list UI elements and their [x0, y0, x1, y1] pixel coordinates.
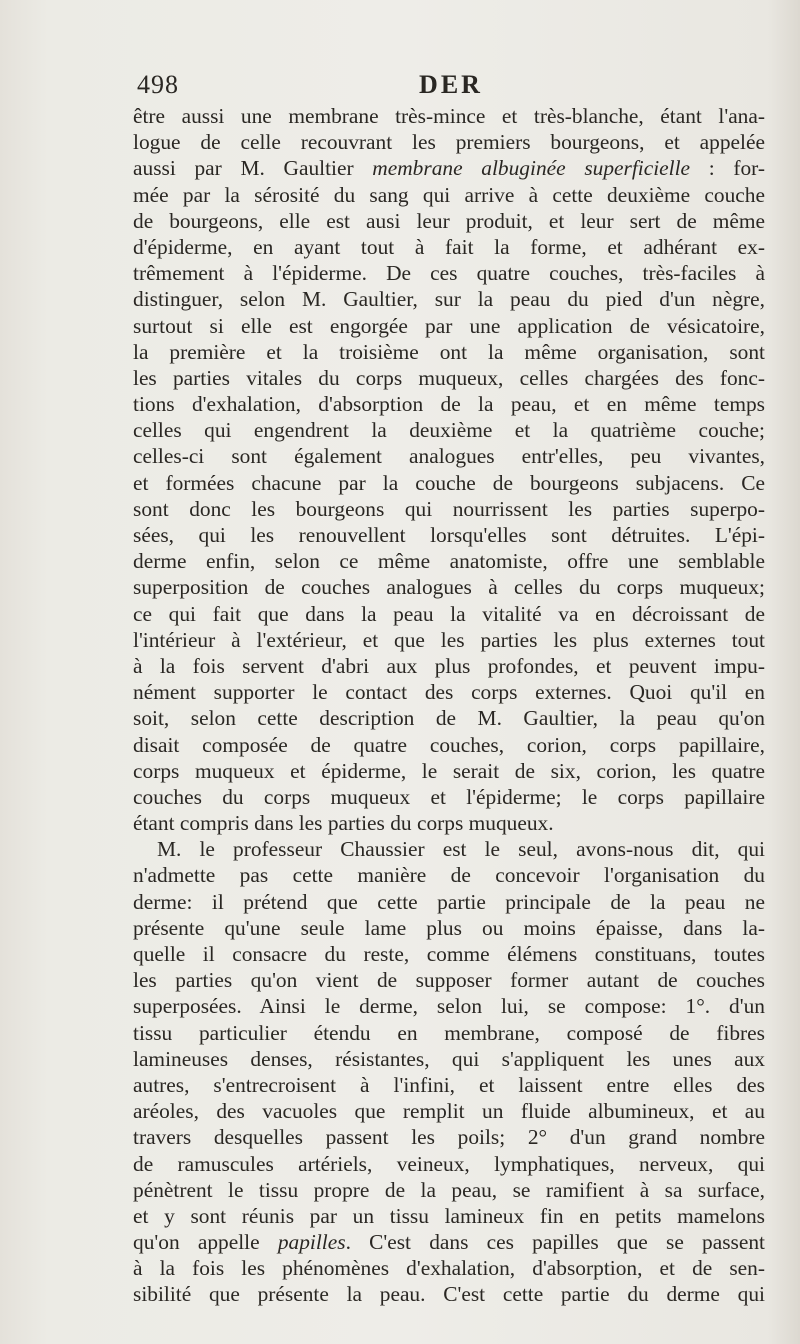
text-line: mée par la sérosité du sang qui arrive à cette deuxième couche [133, 182, 765, 207]
text-line: sibilité que présente la peau. C'est cette partie du derme qui [133, 1282, 765, 1307]
text-line: et y sont réunis par un tissu lamineux fin en petits mamelons [133, 1203, 765, 1228]
text-line: présente qu'une seule lame plus ou moins épaisse, dans la- [133, 915, 765, 940]
text-line: soit, selon cette description de M. Gaultier, la peau qu'on [133, 706, 765, 731]
text-line: lamineuses denses, résistantes, qui s'appliquent les unes aux [133, 1046, 765, 1071]
text-line: disait composée de quatre couches, corion, corps papillaire, [133, 732, 765, 757]
text-line: travers desquelles passent les poils; 2° d'un grand nombre [133, 1125, 765, 1150]
text-line: étant compris dans les parties du corps muqueux. [133, 811, 554, 836]
page-number: 498 [137, 70, 179, 99]
text-line: d'épiderme, en ayant tout à fait la forme, et adhérant ex- [133, 234, 765, 259]
text-segment: qu'on appelle [133, 1230, 278, 1255]
text-line: sées, qui les renouvellent lorsqu'elles sont détruites. L'épi- [133, 523, 765, 547]
italic-term: papilles [277, 1230, 346, 1255]
text-segment: : for- [690, 156, 765, 181]
text-line: de ramuscules artériels, veineux, lymphatiques, nerveux, qui [133, 1151, 765, 1176]
text-line: celles-ci sont également analogues entr'elles, peu vivantes, [133, 444, 765, 469]
text-line: les parties vitales du corps muqueux, celles chargées des fonc- [133, 365, 765, 390]
text-line: l'intérieur à l'extérieur, et que les parties les plus externes tout [133, 627, 765, 652]
italic-term: membrane albuginée superficielle [372, 156, 691, 181]
text-line: n'admette pas cette manière de concevoir l'organisation du [133, 863, 765, 888]
text-line: être aussi une membrane très-mince et très-blanche, étant l'ana- [133, 104, 765, 128]
text-line: derme: il prétend que cette partie principale de la peau ne [133, 889, 765, 914]
text-line [133, 1229, 765, 1255]
text-line: et formées chacune par la couche de bourgeons subjacens. Ce [133, 470, 765, 495]
text-line: les parties qu'on vient de supposer former autant de couches [133, 968, 765, 993]
text-line: celles qui engendrent la deuxième et la quatrième couche; [133, 418, 765, 443]
text-line: superposées. Ainsi le derme, selon lui, se compose: 1°. d'un [133, 994, 765, 1019]
text-line: nément supporter le contact des corps externes. Quoi qu'il en [133, 680, 765, 705]
text-line: superposition de couches analogues à celles du corps muqueux; [133, 575, 765, 600]
text-line [133, 155, 765, 181]
text-line: sont donc les bourgeons qui nourrissent les parties superpo- [133, 496, 765, 521]
text-line: à la fois les phénomènes d'exhalation, d'absorption, et de sen- [133, 1256, 765, 1281]
text-segment: . C'est dans ces papilles que se passent [345, 1230, 765, 1255]
text-line: aréoles, des vacuoles que remplit un fluide albumineux, et au [133, 1099, 765, 1124]
running-head: DER [419, 70, 483, 99]
text-line: tissu particulier étendu en membrane, composé de fibres [133, 1020, 765, 1045]
text-line: quelle il consacre du reste, comme élémens constituans, toutes [133, 942, 765, 966]
text-line: pénètrent le tissu propre de la peau, se ramifient à sa surface, [133, 1177, 765, 1202]
text-line: corps muqueux et épiderme, le serait de six, corion, les quatre [133, 758, 765, 783]
text-line: distinguer, selon M. Gaultier, sur la peau du pied d'un nègre, [133, 287, 765, 312]
text-line: derme enfin, selon ce même anatomiste, offre une semblable [133, 549, 765, 574]
text-line: ce qui fait que dans la peau la vitalité va en décroissant de [133, 601, 765, 626]
page-header [137, 68, 765, 102]
text-segment: aussi par M. Gaultier [133, 156, 373, 181]
text-line: trêmement à l'épiderme. De ces quatre couches, très-faciles à [133, 261, 765, 286]
text-line: la première et la troisième ont la même organisation, sont [133, 339, 765, 364]
text-line: tions d'exhalation, d'absorption de la peau, et en même temps [133, 392, 765, 417]
text-line: à la fois servent d'abri aux plus profondes, et peuvent impu- [133, 653, 765, 678]
text-line: surtout si elle est engorgée par une application de vésicatoire, [133, 313, 765, 338]
text-line: de bourgeons, elle est ausi leur produit, et leur sert de même [133, 208, 765, 233]
body-text [133, 103, 765, 1308]
text-line: logue de celle recouvrant les premiers bourgeons, et appelée [133, 130, 765, 155]
paragraph-start-line: M. le professeur Chaussier est le seul, avons-nous dit, qui [157, 837, 765, 862]
text-line: autres, s'entrecroisent à l'infini, et laissent entre elles des [133, 1072, 765, 1097]
text-line: couches du corps muqueux et l'épiderme; le corps papillaire [133, 784, 765, 809]
